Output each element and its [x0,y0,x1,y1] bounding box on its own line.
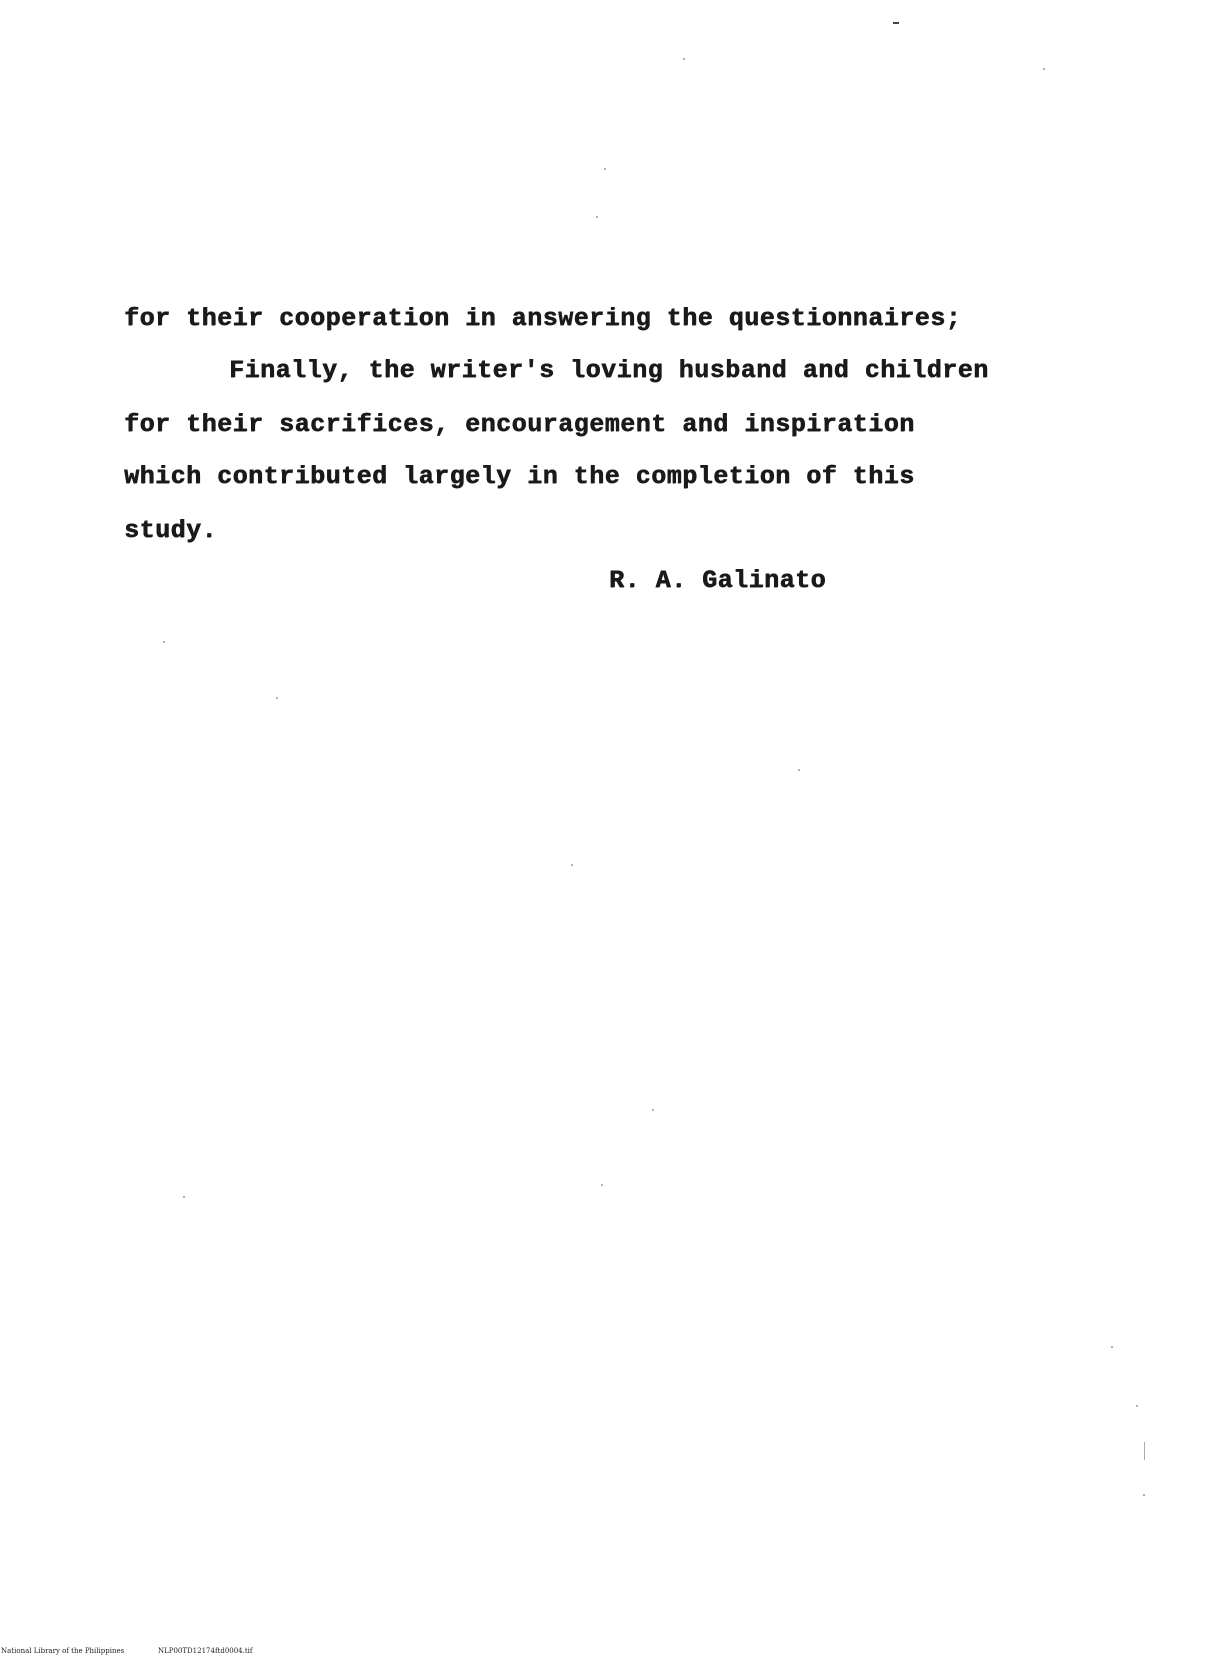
scan-speck [652,1109,654,1111]
body-line-2: Finally, the writer's loving husband and children [229,356,989,385]
scan-speck [276,697,278,699]
scan-edge-mark [1144,1442,1145,1460]
footer-filename: NLP00TD12174ftd0004.tif [158,1647,253,1655]
scan-speck [604,168,606,170]
scan-mark [893,22,899,24]
signature: R. A. Galinato [609,566,827,595]
scan-speck [601,1184,603,1186]
footer-library: National Library of the Philippines [1,1647,125,1655]
scan-speck [571,864,573,866]
scan-speck [1136,1405,1138,1407]
scan-speck [596,216,598,218]
body-line-5: study. [124,516,218,545]
scan-speck [1111,1346,1113,1348]
scan-speck [183,1196,185,1198]
scan-speck [163,641,165,643]
scan-speck [1143,1494,1145,1496]
scan-speck [683,58,685,60]
scan-speck [798,769,800,771]
scan-speck [1043,68,1045,70]
body-line-1: for their cooperation in answering the questionnaires; [124,304,962,333]
body-line-4: which contributed largely in the completion of this [124,462,915,491]
body-line-3: for their sacrifices, encouragement and inspiration [124,410,915,439]
